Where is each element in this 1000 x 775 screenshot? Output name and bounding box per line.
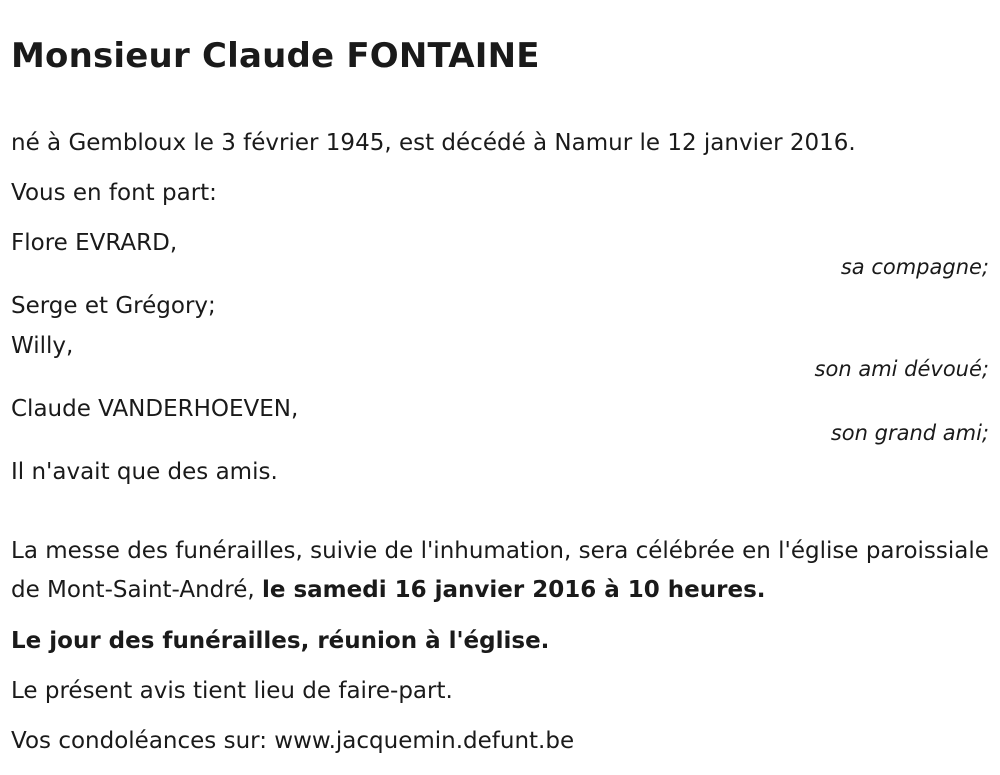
- mourner-relation: sa compagne;: [840, 255, 989, 279]
- condolences-line: Vos condoléances sur: www.jacquemin.defunt.be: [11, 728, 575, 754]
- friends-note: Il n'avait que des amis.: [11, 459, 278, 485]
- mourner-name: Willy,: [11, 333, 74, 359]
- funeral-paragraph: [11, 532, 989, 610]
- mourner-name: Flore EVRARD,: [11, 230, 178, 256]
- funeral-date: le samedi 16 janvier 2016 à 10 heures.: [261, 577, 766, 603]
- funeral-text: La messe des funérailles, suivie de l'inhumation, sera célébrée en l'église paroissiale de Mont-Saint-André,: [11, 538, 989, 603]
- reunion-note: Le jour des funérailles, réunion à l'église.: [11, 628, 550, 654]
- birth-death-line: né à Gembloux le 3 février 1945, est décédé à Namur le 12 janvier 2016.: [11, 130, 856, 156]
- mourner-name: Serge et Grégory;: [11, 293, 216, 319]
- announce-intro: Vous en font part:: [11, 180, 217, 206]
- mourner-relation: son grand ami;: [830, 421, 989, 445]
- mourner-relation: son ami dévoué;: [814, 357, 989, 381]
- page-title: Monsieur Claude FONTAINE: [11, 36, 540, 76]
- mourner-name: Claude VANDERHOEVEN,: [11, 396, 299, 422]
- notice-line: Le présent avis tient lieu de faire-part.: [11, 678, 453, 704]
